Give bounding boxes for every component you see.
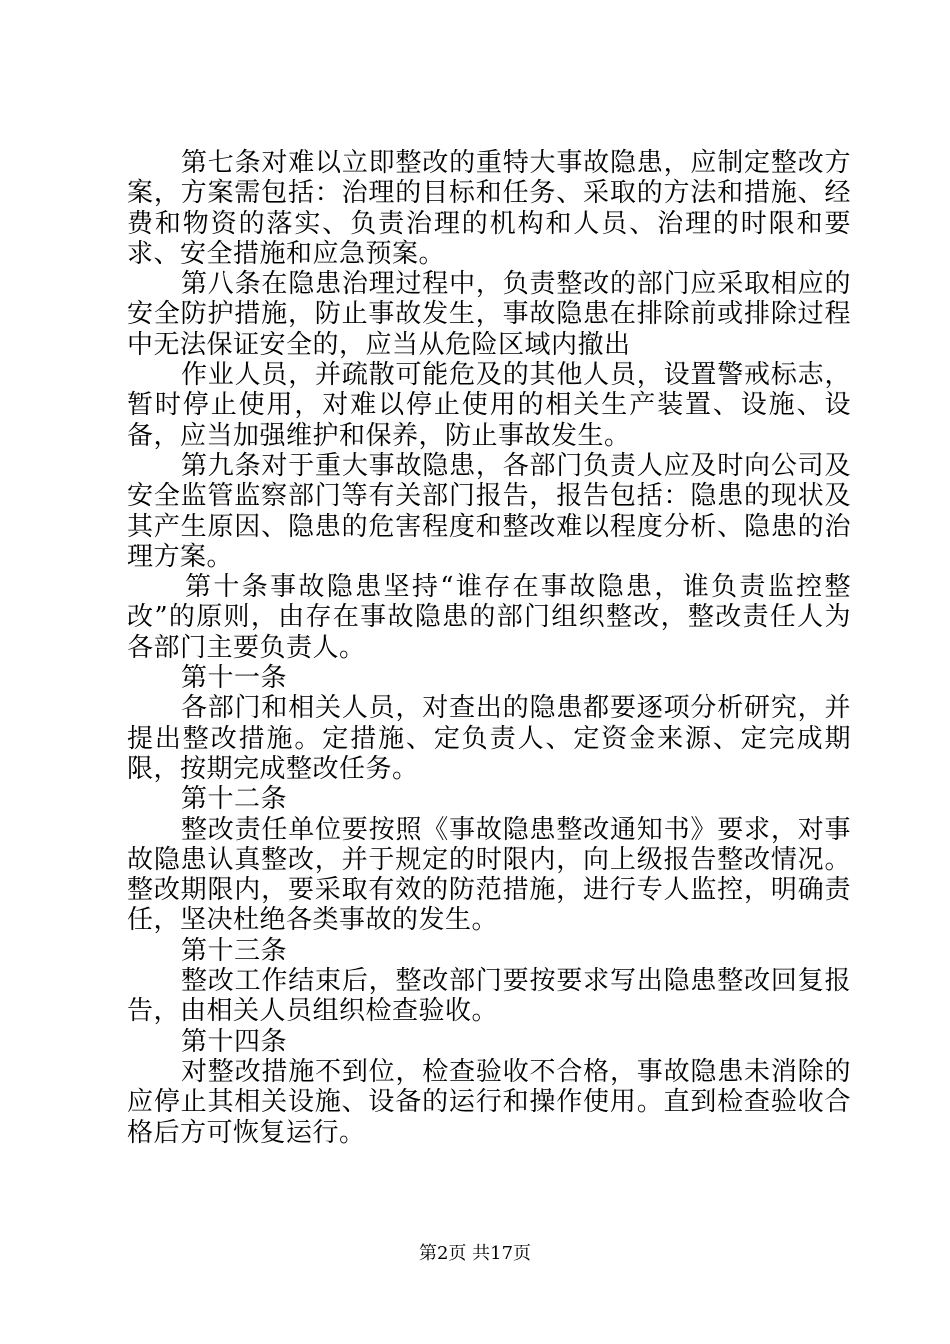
paragraph-article-12: 整改责任单位要按照《事故隐患整改通知书》要求，对事故隐患认真整改，并于规定的时限内，向上级报告整改情况。整改期限内，要采取有效的防范措施，进行专人监控，明确责任，坚决杜绝各类事故的发生。 — [127, 814, 851, 936]
heading-article-13: 第十三条 — [181, 935, 288, 966]
heading-article-11: 第十一条 — [181, 663, 288, 694]
document-body — [127, 148, 851, 1148]
heading-article-12: 第十二条 — [181, 784, 288, 815]
paragraph-article-8-continued: 作业人员，并疏散可能危及的其他人员，设置警戒标志，暂时停止使用，对难以停止使用的相关生产装置、设施、设备，应当加强维护和保养，防止事故发生。 — [127, 360, 851, 451]
paragraph-article-9: 第九条对于重大事故隐患，各部门负责人应及时向公司及安全监管监察部门等有关部门报告，报告包括：隐患的现状及其产生原因、隐患的危害程度和整改难以程度分析、隐患的治理方案。 — [127, 450, 851, 572]
paragraph-article-13: 整改工作结束后，整改部门要按要求写出隐患整改回复报告，由相关人员组织检查验收。 — [127, 966, 851, 1027]
paragraph-article-14: 对整改措施不到位，检查验收不合格，事故隐患未消除的应停止其相关设施、设备的运行和操作使用。直到检查验收合格后方可恢复运行。 — [127, 1056, 851, 1148]
page-number-footer: 第2页 共17页 — [418, 1243, 532, 1264]
paragraph-article-10: 第十条事故隐患坚持“谁存在事故隐患，谁负责监控整改”的原则，由存在事故隐患的部门组织整改，整改责任人为各部门主要负责人。 — [127, 572, 851, 663]
paragraph-article-7: 第七条对难以立即整改的重特大事故隐患，应制定整改方案，方案需包括：治理的目标和任务、采取的方法和措施、经费和物资的落实、负责治理的机构和人员、治理的时限和要求、安全措施和应急预案。 — [127, 148, 851, 269]
heading-article-14: 第十四条 — [181, 1026, 288, 1057]
paragraph-article-8: 第八条在隐患治理过程中，负责整改的部门应采取相应的安全防护措施，防止事故发生，事故隐患在排除前或排除过程中无法保证安全的，应当从危险区域内撤出 — [127, 269, 851, 360]
paragraph-article-11: 各部门和相关人员，对查出的隐患都要逐项分析研究，并提出整改措施。定措施、定负责人、定资金来源、定完成期限，按期完成整改任务。 — [127, 693, 851, 784]
